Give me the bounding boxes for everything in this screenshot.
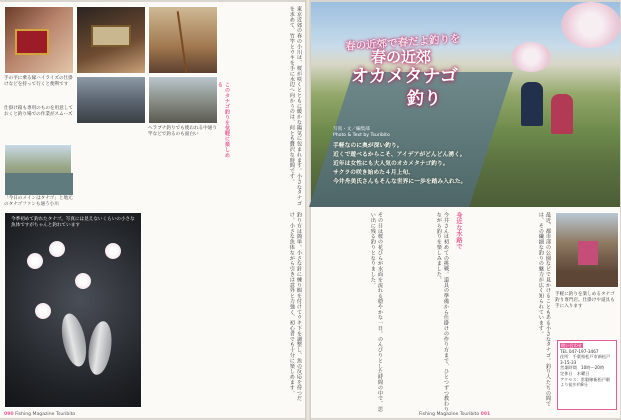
photo-tackle-bag	[4, 6, 74, 74]
magazine-title: Fishing Magazine Tsuribito	[15, 412, 76, 417]
lead-text	[333, 142, 501, 187]
folio-left	[4, 412, 75, 417]
hero-photo-canal	[311, 2, 620, 207]
folio-right	[419, 412, 490, 417]
body-text-1: 最近、都市部の公園などで見かけることもある小さなタナゴ。釣り人たちの間では、その繊細な釣りの魅力が広く知られています。	[537, 212, 551, 407]
photo-angler	[148, 76, 218, 124]
left-page	[0, 2, 305, 418]
title-tag: 春の近郊で春だよ釣りを	[344, 32, 461, 53]
title-line-2: オカメタナゴ	[351, 66, 458, 87]
magazine-title: Fishing Magazine Tsuribito	[419, 412, 480, 417]
info-title: 問い合わせ	[561, 343, 582, 348]
photo-bucket	[76, 76, 146, 124]
body-text-2: 今井さんは初めての挑戦。道具の準備から仕掛けの作り方まで、ひとつずつ教わりながら釣りを楽しみました。	[435, 212, 449, 412]
lead-line: 手軽なのに奥が深い釣り。	[333, 143, 403, 149]
caption-rod: ヘラブナ釣りでも使われる中通り竿などで釣るのも面白い	[148, 126, 217, 137]
lead-line: 近くで遊べるからこそ、アイデアがどんどん湧く。	[333, 152, 466, 158]
sub-head: 身近な水路で	[455, 212, 462, 250]
lead-line: サクラの咲き始めた４月上旬、	[333, 170, 414, 176]
info-address: 住所 千葉県松戸市新松戸3-15-33	[560, 354, 611, 365]
body-text-3: その日は桜の花びらが水面を流れる穏やかな一日。のんびりとした時間の中で、思い出に残る釣りとなりました。	[369, 212, 383, 412]
body-text-upper: 東京近郊の春の小川は、桜が咲くとともに暖かな陽気に包まれます。小さなタナゴを求めて、竹竿とウキを手に水辺へ向かうのは、何とも贅沢な時間です。	[288, 6, 302, 206]
title-line-3: 釣り	[407, 89, 441, 109]
photo-tackle-box	[76, 6, 146, 74]
credit-en: Photo & Text by Tsuribito	[333, 133, 390, 138]
caption-fish: 今季初めて釣れたタナゴ。写真には見えないくらいの小さな魚体ですがちゃんと釣れています	[11, 217, 135, 228]
photo-shop	[555, 212, 619, 288]
body-text-lower: 釣り方は簡単。小さな針に練り餌を付けてウキ下を調整し、魚の反応を待つだけ。小さな魚体ながら引きは意外と力強く、初心者でも十分に楽しめます。	[288, 212, 302, 401]
photo-rod	[148, 6, 218, 74]
photo-tanago-fish	[4, 212, 142, 408]
info-hours: 営業時間 10時～20時	[560, 365, 605, 371]
caption-shop: 手軽に釣りを楽しめるタナゴ釣り専門店。仕掛けや道具も手に入ります	[555, 292, 615, 309]
right-page	[311, 2, 620, 418]
credit-jp: 写真・文／編集部	[333, 127, 370, 132]
page-number: 091	[480, 412, 491, 417]
highlight-text: このタナゴ釣りを気軽に楽しめる	[216, 82, 230, 158]
caption-bag: 手の平に乗る縁ハイライズの仕掛けなどを持って行くと便利です	[4, 76, 73, 87]
info-tel: TEL 047-197-3467	[560, 348, 599, 354]
info-access: アクセス：常磐線新松戸駅より徒歩約8分	[560, 376, 611, 388]
caption-canal: 「今日のメインはタナゴ」と地元のタナゴファンも通う小川	[4, 196, 73, 207]
photo-canal	[4, 144, 72, 194]
lead-line: 今井舟美氏さんもそんな世界に一歩を踏み入れた。	[333, 179, 467, 185]
caption-tacklebox: 仕掛け箱も専用のものを用意しておくと釣り場での作業がスムーズ	[4, 106, 73, 117]
info-closed: 定休日 木曜日	[560, 370, 590, 376]
lead-line: 近年は女性にも大人気のオカメタナゴ釣り。	[333, 161, 449, 167]
credit	[333, 127, 390, 139]
page-number: 090	[4, 412, 14, 417]
title-line-1: 春の近郊	[371, 48, 432, 66]
info-box	[557, 340, 617, 410]
